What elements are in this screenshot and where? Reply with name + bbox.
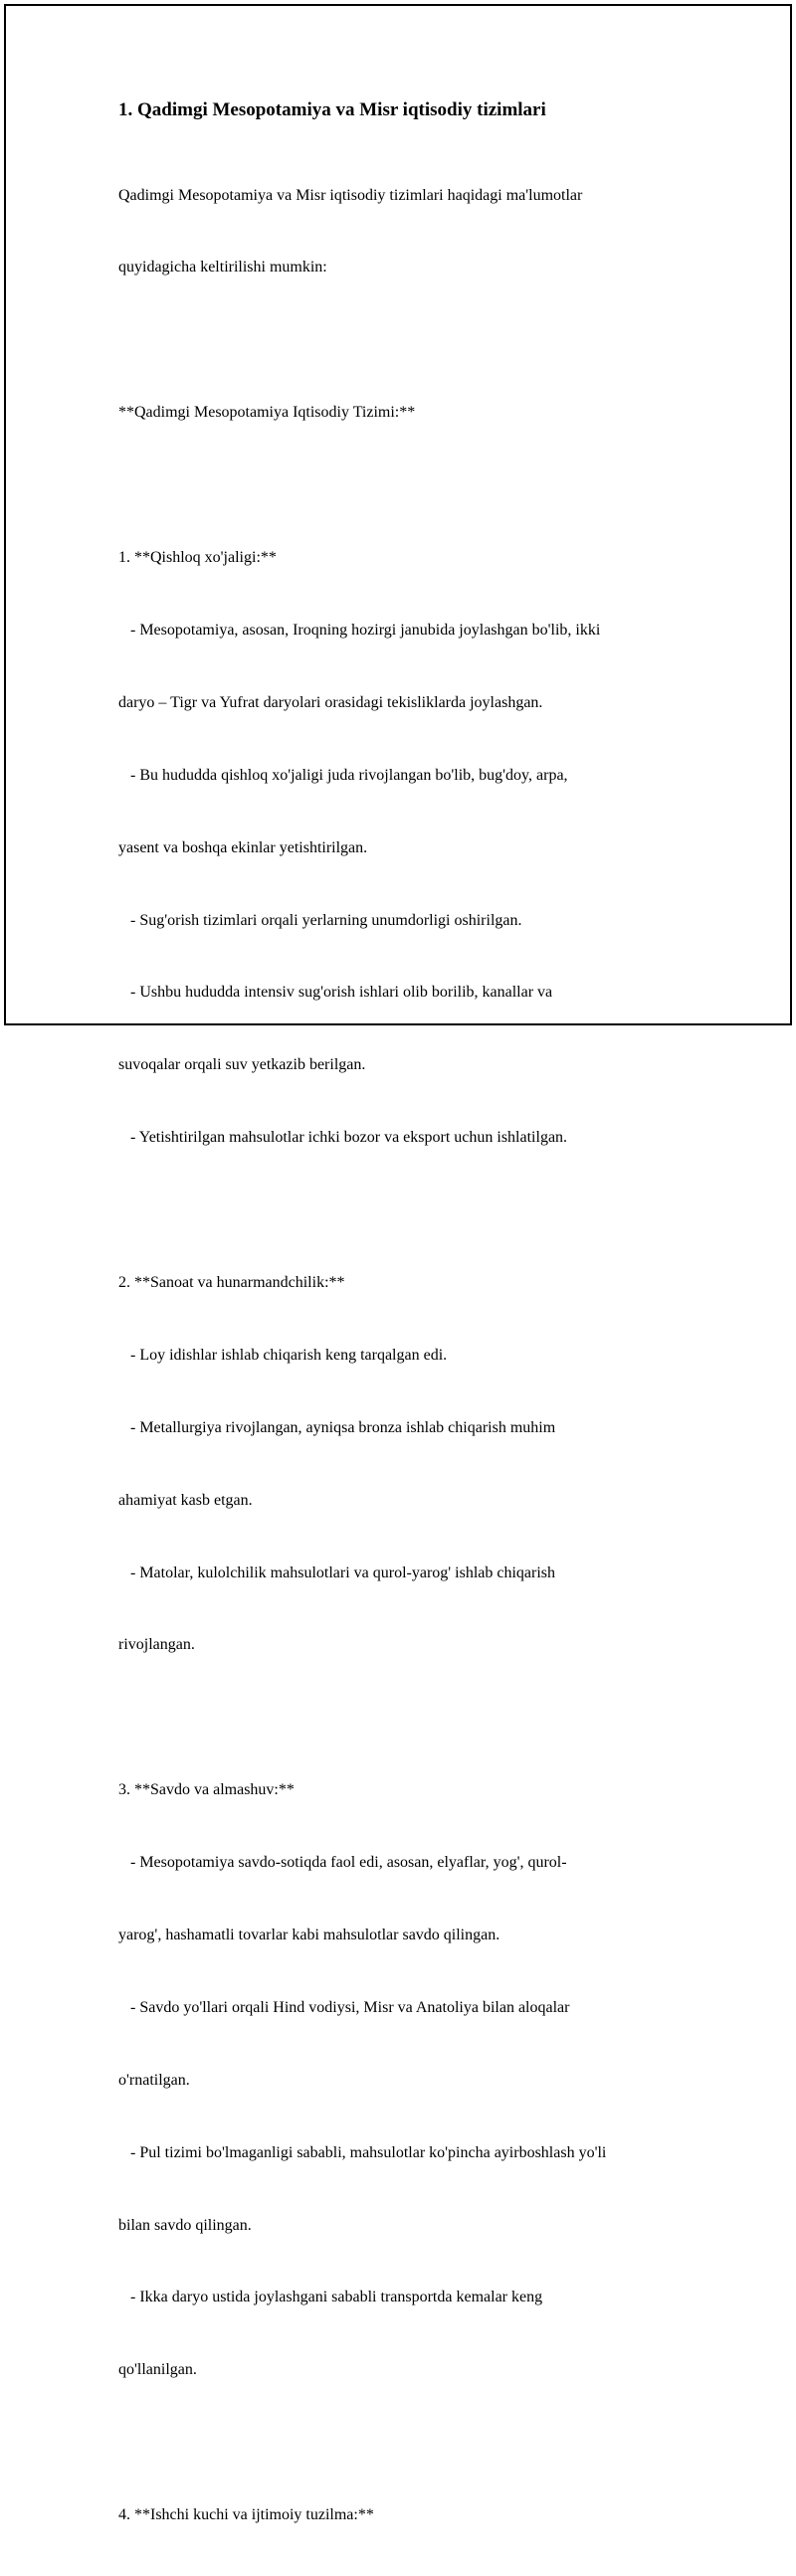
section-line: bilan savdo qilingan. [118,2216,252,2234]
section-line: - Mesopotamiya, asosan, Iroqning hozirgi janubida joylashgan bo'lib, ikki [118,621,601,639]
intro-paragraph [118,135,676,328]
section-line: daryo – Tigr va Yufrat daryolari orasidagi tekisliklarda joylashgan. [118,693,543,711]
section-line: - Metallurgiya rivojlangan, ayniqsa bronza ishlab chiqarish muhim [118,1418,556,1436]
section-line: - Sug'orish tizimlari orqali yerlarning unumdorligi oshirilgan. [118,911,522,929]
section-line: - Ushbu hududda intensiv sug'orish ishlari olib borilib, kanallar va [118,984,553,1002]
section-line: qo'llanilgan. [118,2361,197,2379]
spacer [118,2431,676,2455]
section-line: - Pul tizimi bo'lmaganligi sababli, mahsulotlar ko'pincha ayirboshlash yo'li [118,2143,607,2161]
section-line: yarog', hashamatli tovarlar kabi mahsulotlar savdo qilingan. [118,1926,500,1943]
section-heading: 4. **Ishchi kuchi va ijtimoiy tuzilma:** [118,2506,374,2524]
subheading [118,353,676,473]
section-industry [118,1222,676,1706]
section-agriculture [118,497,676,1198]
section-line: - Yetishtirilgan mahsulotlar ichki bozor va eksport uchun ishlatilgan. [118,1129,568,1147]
section-heading: 1. **Qishloq xo'jaligi:** [118,549,277,567]
spacer [118,1198,676,1222]
section-line: ahamiyat kasb etgan. [118,1491,253,1509]
section-line: - Savdo yo'llari orqali Hind vodiysi, Misr va Anatoliya bilan aloqalar [118,1998,570,2016]
section-line: rivojlangan. [118,1636,195,1654]
intro-line: Qadimgi Mesopotamiya va Misr iqtisodiy tizimlari haqidagi ma'lumotlar [118,186,583,204]
spacer [118,328,676,352]
section-line: - Mesopotamiya savdo-sotiqda faol edi, asosan, elyaflar, yog', qurol- [118,1854,567,1872]
section-trade [118,1731,676,2432]
section-line: - Bu hududda qishloq xo'jaligi juda rivojlangan bo'lib, bug'doy, arpa, [118,766,568,784]
document-body [118,97,676,2576]
document-title: 1. Qadimgi Mesopotamiya va Misr iqtisodiy tizimlari [118,99,546,120]
spacer [118,1706,676,1730]
intro-line: quyidagicha keltirilishi mumkin: [118,259,327,276]
section-labor [118,2456,676,2576]
section-line: - Loy idishlar ishlab chiqarish keng tarqalgan edi. [118,1346,448,1364]
section-line: yasent va boshqa ekinlar yetishtirilgan. [118,838,368,856]
subheading-text: **Qadimgi Mesopotamiya Iqtisodiy Tizimi:** [118,404,416,422]
section-line: - Ikka daryo ustida joylashgani sababli transportda kemalar keng [118,2289,543,2306]
spacer [118,473,676,497]
page-frame [4,4,792,2524]
section-line: - Matolar, kulolchilik mahsulotlari va qurol-yarog' ishlab chiqarish [118,1564,556,1581]
section-heading: 3. **Savdo va almashuv:** [118,1781,295,1799]
section-heading: 2. **Sanoat va hunarmandchilik:** [118,1273,345,1291]
section-line: suvoqalar orqali suv yetkazib berilgan. [118,1056,366,1074]
section-line: o'rnatilgan. [118,2071,190,2089]
